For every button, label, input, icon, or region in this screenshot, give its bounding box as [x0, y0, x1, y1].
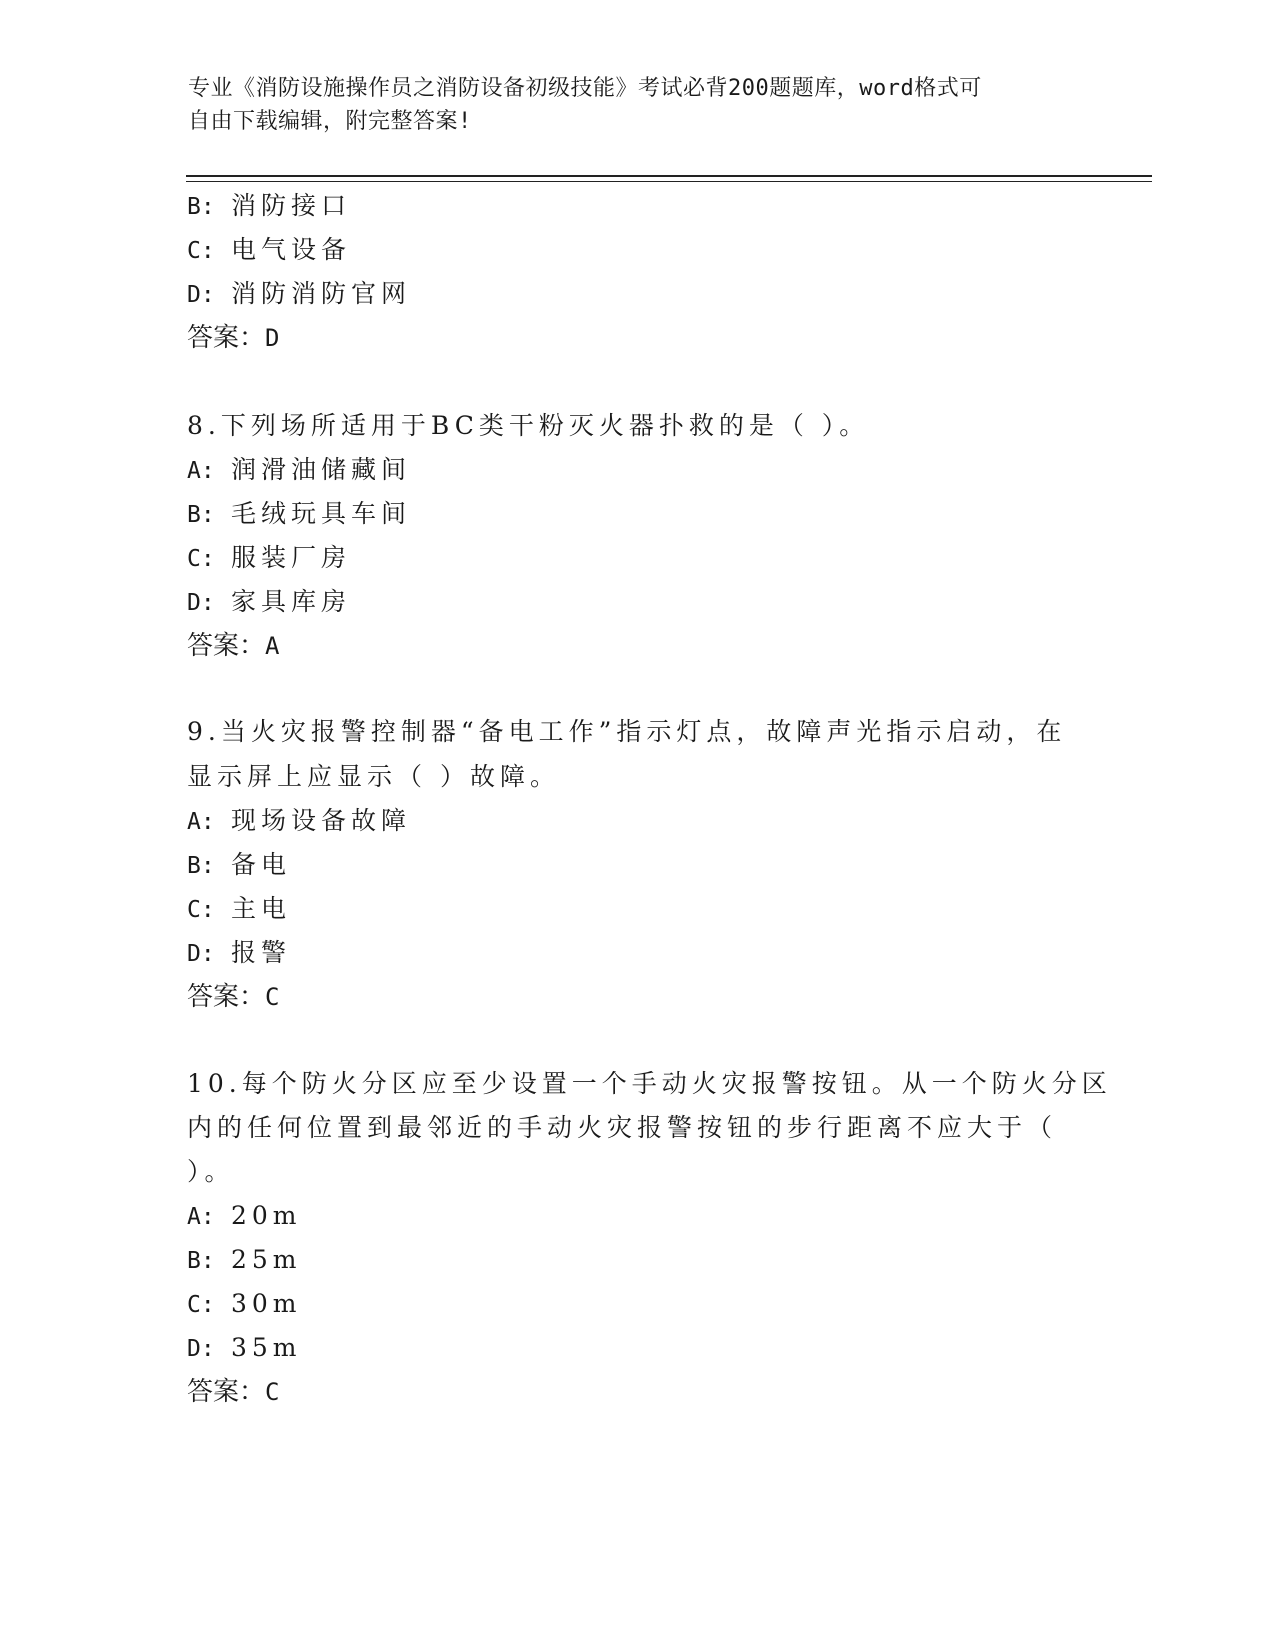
answer-value: C — [265, 1378, 280, 1406]
option-text: 消防接口 — [231, 191, 352, 220]
header-rule-thin — [186, 181, 1152, 182]
answer-label: 答案： — [187, 982, 266, 1012]
header-line-1: 专业《消防设施操作员之消防设备初级技能》考试必背200题题库，word格式可 — [188, 76, 982, 101]
q9-stem-line-1: 9.当火灾报警控制器“备电工作”指示灯点，故障声光指示启动，在 — [187, 717, 1067, 746]
q10-stem-line-3: ）。 — [187, 1157, 235, 1186]
q10-option-b — [187, 1244, 302, 1277]
option-text: 家具库房 — [231, 587, 352, 616]
answer-label: 答案： — [187, 1377, 266, 1407]
option-text: 35m — [231, 1333, 302, 1362]
document-header — [188, 72, 1068, 138]
q10-stem-line-1: 10.每个防火分区应至少设置一个手动火灾报警按钮。从一个防火分区 — [187, 1069, 1112, 1098]
header-line-2: 自由下载编辑，附完整答案! — [188, 109, 472, 134]
answer-value: A — [265, 632, 280, 660]
answer-value: C — [265, 983, 280, 1011]
option-text: 25m — [231, 1245, 302, 1274]
q10-option-d — [187, 1332, 302, 1365]
option-letter: C: — [187, 546, 215, 572]
answer-label: 答案： — [187, 631, 266, 661]
option-letter: D: — [187, 590, 215, 616]
q9-stem-line-2: 显示屏上应显示（ ）故障。 — [187, 762, 560, 791]
option-text: 毛绒玩具车间 — [231, 499, 412, 528]
q7-option-d — [187, 278, 411, 311]
q8-option-d — [187, 586, 351, 619]
header-rule-thick — [186, 175, 1152, 177]
answer-label: 答案： — [187, 323, 266, 353]
q7-option-b — [187, 190, 351, 223]
option-text: 报警 — [231, 938, 292, 967]
q10-stem-line-2: 内的任何位置到最邻近的手动火灾报警按钮的步行距离不应大于（ — [187, 1113, 1058, 1142]
option-letter: A: — [187, 458, 215, 484]
option-letter: D: — [187, 941, 215, 967]
q10-answer — [187, 1376, 279, 1408]
option-letter: A: — [187, 809, 215, 835]
option-letter: B: — [187, 1248, 215, 1274]
option-letter: D: — [187, 282, 215, 308]
q9-option-c — [187, 893, 291, 926]
option-letter: C: — [187, 238, 215, 264]
option-letter: B: — [187, 853, 215, 879]
q7-answer — [187, 322, 279, 354]
q8-answer — [187, 630, 279, 662]
q10-option-c — [187, 1288, 302, 1321]
q9-option-b — [187, 849, 291, 882]
q8-option-b — [187, 498, 411, 531]
option-letter: C: — [187, 897, 215, 923]
q8-option-a — [187, 454, 411, 487]
option-text: 30m — [231, 1289, 302, 1318]
option-letter: B: — [187, 194, 215, 220]
option-text: 润滑油储藏间 — [231, 455, 412, 484]
option-letter: C: — [187, 1292, 215, 1318]
q9-option-a — [187, 805, 411, 838]
option-text: 服装厂房 — [231, 543, 352, 572]
option-text: 现场设备故障 — [231, 806, 412, 835]
option-text: 备电 — [231, 850, 292, 879]
q10-option-a — [187, 1200, 302, 1233]
option-text: 消防消防官网 — [231, 279, 412, 308]
option-text: 电气设备 — [231, 235, 352, 264]
q7-option-c — [187, 234, 351, 267]
q9-option-d — [187, 937, 291, 970]
q8-stem: 8.下列场所适用于BC类干粉灭火器扑救的是（ ）。 — [187, 411, 870, 440]
option-letter: D: — [187, 1336, 215, 1362]
q8-option-c — [187, 542, 351, 575]
option-text: 20m — [231, 1201, 302, 1230]
option-letter: B: — [187, 502, 215, 528]
option-letter: A: — [187, 1204, 215, 1230]
answer-value: D — [265, 324, 280, 352]
option-text: 主电 — [231, 894, 292, 923]
q9-answer — [187, 981, 279, 1013]
